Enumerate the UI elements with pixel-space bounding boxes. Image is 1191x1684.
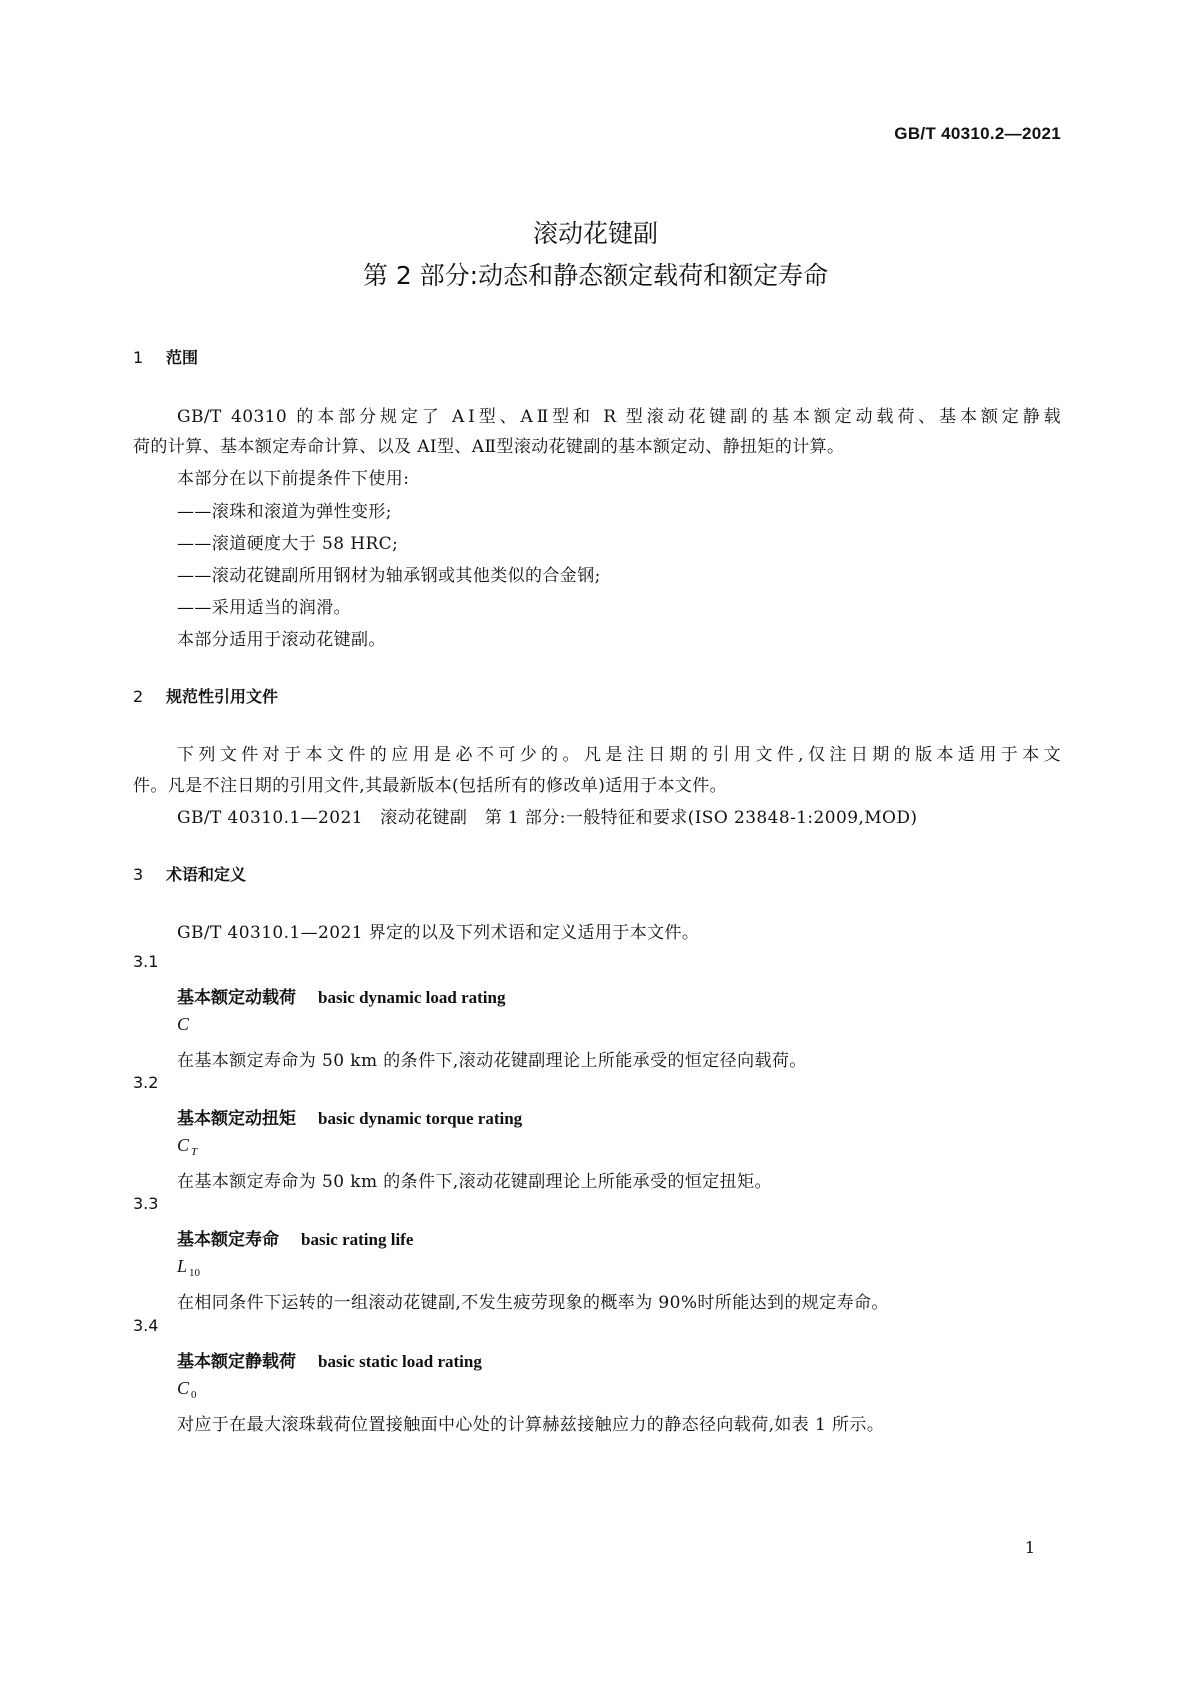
condition-item: ——滚珠和滚道为弹性变形; <box>177 502 392 522</box>
document-title-line2: 第 2 部分:动态和静态额定载荷和额定寿命 <box>362 261 829 290</box>
section-title: 规范性引用文件 <box>166 687 279 706</box>
section-number: 2 <box>133 687 144 706</box>
condition-item: ——滚动花键副所用钢材为轴承钢或其他类似的合金钢; <box>177 566 601 586</box>
term-number: 3.3 <box>133 1194 159 1213</box>
section-2-paragraph-line1: 下列文件对于本文件的应用是必不可少的。凡是注日期的引用文件,仅注日期的版本适用于本文 <box>177 745 1061 765</box>
term-definition: 对应于在最大滚珠载荷位置接触面中心处的计算赫兹接触应力的静态径向载荷,如表 1 所示。 <box>177 1415 885 1435</box>
section-title: 术语和定义 <box>166 865 247 884</box>
applicability-statement: 本部分适用于滚动花键副。 <box>177 630 386 650</box>
term-name-zh: 基本额定寿命 <box>177 1230 279 1250</box>
term-name-en: basic rating life <box>301 1230 414 1249</box>
term-symbol: L $_{10}$ <box>177 1256 201 1279</box>
section-1-heading <box>133 345 198 368</box>
condition-item: ——采用适当的润滑。 <box>177 598 351 618</box>
term-heading <box>177 1104 522 1129</box>
term-definition: 在基本额定寿命为 50 km 的条件下,滚动花键副理论上所能承受的恒定径向载荷。 <box>177 1051 807 1071</box>
section-1-paragraph-line2: 荷的计算、基本额定寿命计算、以及 AⅠ型、AⅡ型滚动花键副的基本额定动、静扭矩的计算。 <box>133 437 845 457</box>
document-title-line1: 滚动花键副 <box>532 219 658 248</box>
term-heading <box>177 1225 413 1250</box>
conditions-intro: 本部分在以下前提条件下使用: <box>177 469 410 489</box>
term-name-zh: 基本额定动扭矩 <box>177 1109 296 1129</box>
term-definition: 在基本额定寿命为 50 km 的条件下,滚动花键副理论上所能承受的恒定扭矩。 <box>177 1172 772 1192</box>
term-number: 3.4 <box>133 1316 159 1335</box>
term-symbol: C <box>177 1014 190 1034</box>
section-3-intro: GB/T 40310.1—2021 界定的以及下列术语和定义适用于本文件。 <box>177 923 700 943</box>
section-2-paragraph-line2: 件。凡是不注日期的引用文件,其最新版本(包括所有的修改单)适用于本文件。 <box>133 776 728 796</box>
section-number: 3 <box>133 865 144 884</box>
term-name-en: basic dynamic torque rating <box>318 1109 523 1128</box>
term-heading <box>177 983 506 1008</box>
term-name-en: basic dynamic load rating <box>318 988 506 1007</box>
term-symbol: C $_T$ <box>177 1135 198 1158</box>
section-title: 范围 <box>166 348 199 367</box>
term-name-en: basic static load rating <box>318 1352 482 1371</box>
section-1-paragraph-line1: GB/T 40310 的本部分规定了 AⅠ型、AⅡ型和 R 型滚动花键副的基本额定动载荷、基本额定静载 <box>177 407 1061 427</box>
term-heading <box>177 1347 482 1372</box>
document-code: GB/T 40310.2—2021 <box>894 124 1061 143</box>
term-definition: 在相同条件下运转的一组滚动花键副,不发生疲劳现象的概率为 90%时所能达到的规定寿命。 <box>177 1293 889 1313</box>
section-number: 1 <box>133 348 144 367</box>
term-symbol: C $_0$ <box>177 1378 197 1401</box>
page-number: 1 <box>1024 1538 1035 1557</box>
term-number: 3.1 <box>133 952 159 971</box>
term-name-zh: 基本额定动载荷 <box>177 988 296 1008</box>
normative-reference: GB/T 40310.1—2021 滚动花键副 第 1 部分:一般特征和要求(ISO 23848-1:2009,MOD) <box>177 808 918 828</box>
term-number: 3.2 <box>133 1073 159 1092</box>
term-name-zh: 基本额定静载荷 <box>177 1352 296 1372</box>
section-3-heading <box>133 862 246 885</box>
section-2-heading <box>133 684 278 707</box>
condition-item: ——滚道硬度大于 58 HRC; <box>177 534 399 554</box>
